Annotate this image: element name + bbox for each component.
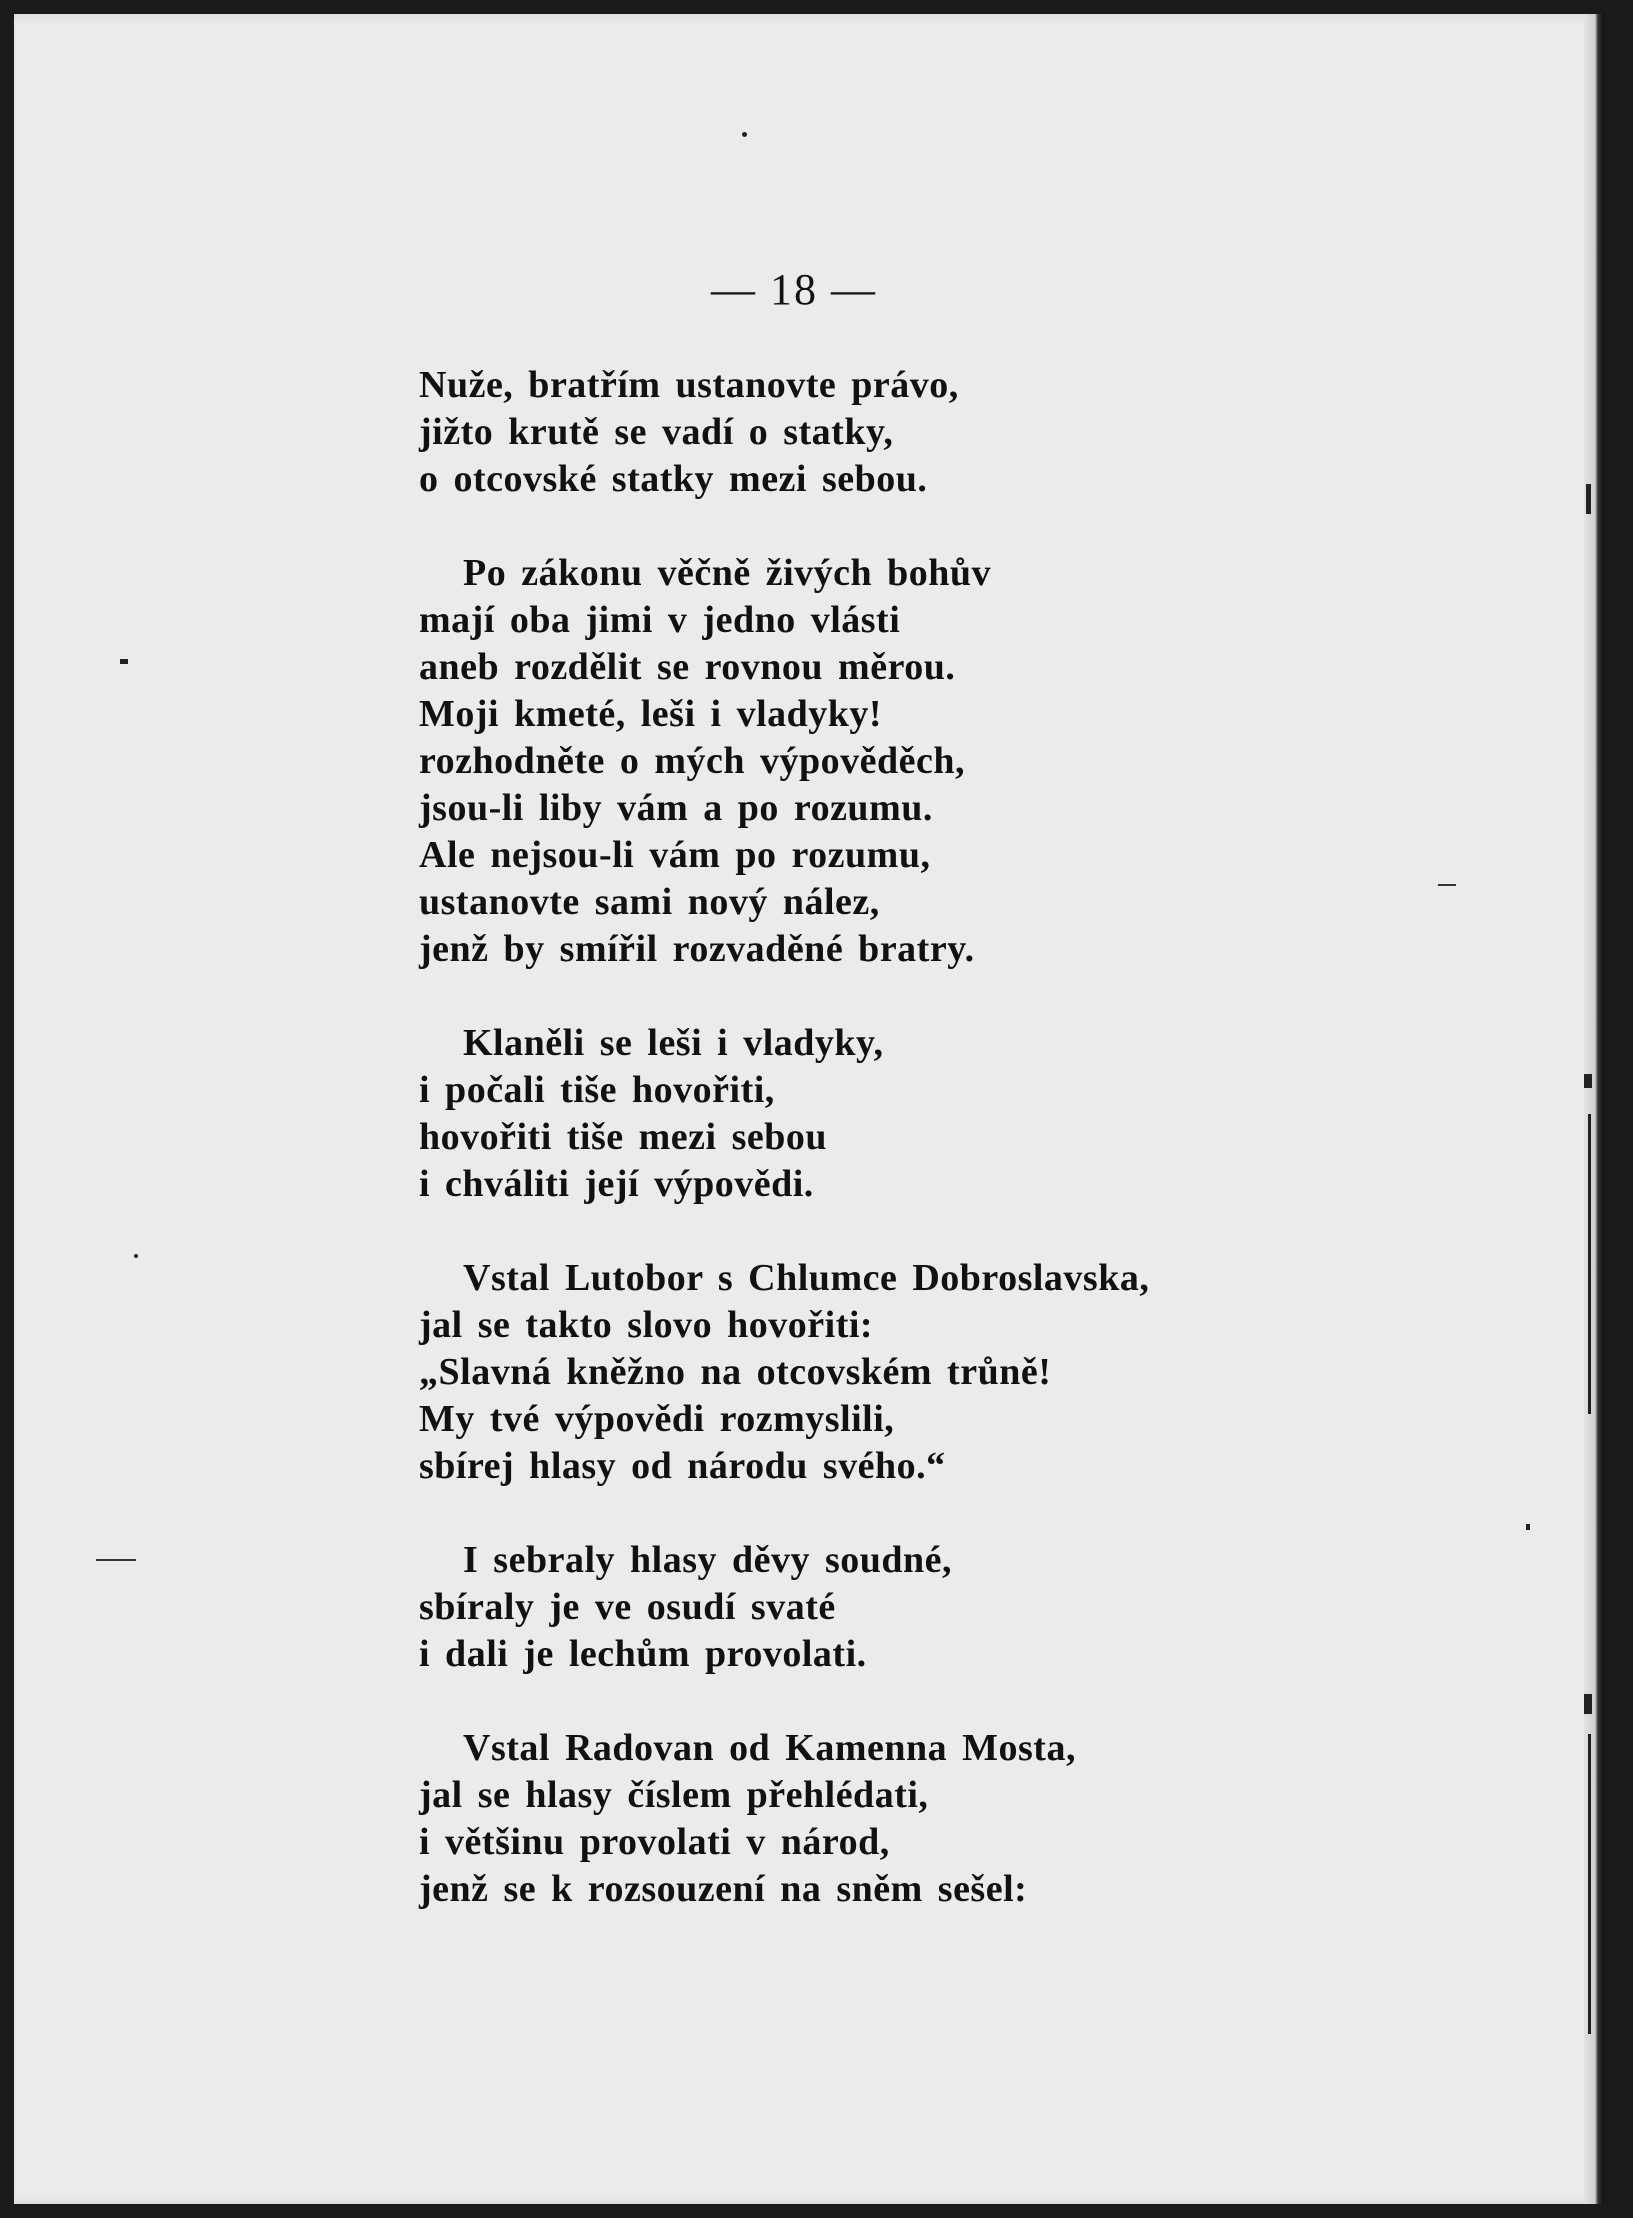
- verse-line: aneb rozdělit se rovnou měrou.: [419, 646, 956, 688]
- scan-mark: [1438, 884, 1456, 886]
- verse-line: hovořiti tiše mezi sebou: [419, 1116, 828, 1158]
- verse-line: o otcovské statky mezi sebou.: [419, 458, 928, 500]
- verse-line: mají oba jimi v jedno vlásti: [419, 599, 901, 641]
- verse-line: jenž se k rozsouzení na sněm sešel:: [419, 1868, 1028, 1910]
- verse-line: i počali tiše hovořiti,: [419, 1069, 775, 1111]
- verse-line: sbíraly je ve osudí svaté: [419, 1586, 836, 1628]
- verse-line: rozhodněte o mých výpověděch,: [419, 740, 965, 782]
- verse-line: jsou-li liby vám a po rozumu.: [419, 787, 933, 829]
- stanza: [419, 1537, 1319, 1678]
- verse-line: I sebraly hlasy děvy soudné,: [463, 1539, 953, 1581]
- scan-speck: [1526, 1524, 1530, 1530]
- verse-line: jižto krutě se vadí o statky,: [419, 411, 894, 453]
- scan-mark: [96, 1559, 136, 1561]
- verse-line: Ale nejsou-li vám po rozumu,: [419, 834, 931, 876]
- page-edge-shadow: [1584, 14, 1604, 2204]
- verse-line: My tvé výpovědi rozmyslili,: [419, 1398, 895, 1440]
- verse-line: Moji kmeté, leši i vladyky!: [419, 693, 883, 735]
- stanza: [419, 1725, 1319, 1913]
- scan-speck: [1584, 1074, 1592, 1088]
- verse-line: Klaněli se leši i vladyky,: [463, 1022, 884, 1064]
- verse-line: i dali je lechům provolati.: [419, 1633, 867, 1675]
- scan-speck: [1588, 1114, 1591, 1414]
- book-page: [14, 14, 1604, 2204]
- verse-line: Vstal Radovan od Kamenna Mosta,: [463, 1727, 1076, 1769]
- verse-line: sbírej hlasy od národu svého.“: [419, 1445, 946, 1487]
- verse-line: jal se hlasy číslem přehlédati,: [419, 1774, 929, 1816]
- scan-speck: [1584, 1694, 1592, 1714]
- stanza: [419, 1255, 1319, 1490]
- scan-speck: [1588, 1734, 1591, 2034]
- verse-line: ustanovte sami nový nález,: [419, 881, 880, 923]
- verse-line: „Slavná kněžno na otcovském trůně!: [419, 1351, 1052, 1393]
- verse-line: Vstal Lutobor s Chlumce Dobroslavska,: [463, 1257, 1150, 1299]
- stanza: [419, 550, 1319, 973]
- verse-line: Nuže, bratřím ustanovte právo,: [419, 364, 959, 406]
- verse-line: i většinu provolati v národ,: [419, 1821, 890, 1863]
- stanza: [419, 362, 1319, 503]
- poem-text: [419, 362, 1319, 1913]
- verse-line: Po zákonu věčně živých bohův: [463, 552, 992, 594]
- verse-line: jal se takto slovo hovořiti:: [419, 1304, 874, 1346]
- scan-speck: [134, 1254, 138, 1258]
- verse-line: i chváliti její výpovědi.: [419, 1163, 814, 1205]
- scan-speck: [120, 659, 128, 664]
- page-number: — 18 —: [711, 265, 877, 314]
- scan-speck: [742, 132, 747, 137]
- scan-speck: [1586, 484, 1591, 514]
- verse-line: jenž by smířil rozvaděné bratry.: [419, 928, 975, 970]
- stanza: [419, 1020, 1319, 1208]
